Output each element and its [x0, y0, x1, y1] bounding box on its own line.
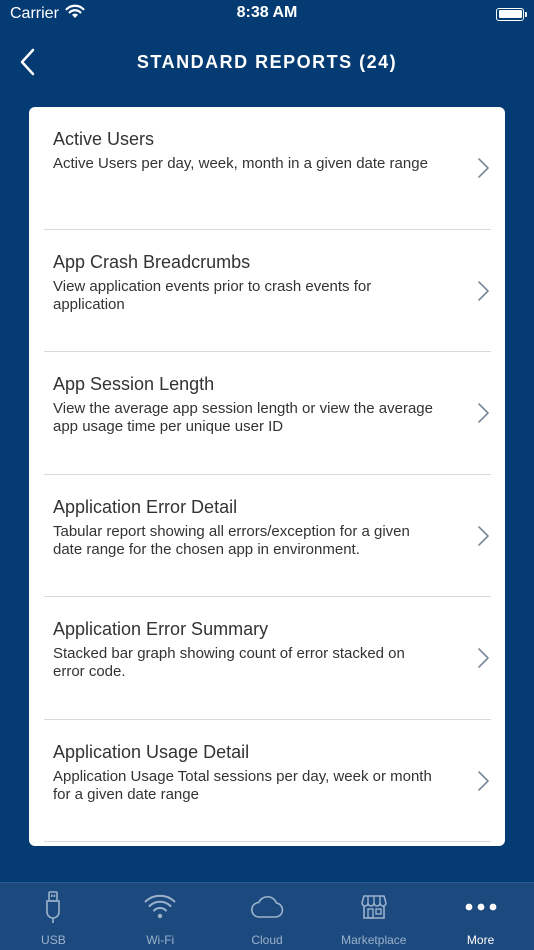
tab-bar [0, 882, 534, 950]
nav-bar [0, 40, 534, 84]
wifi-icon [142, 889, 178, 925]
report-description: Active Users per day, week, month in a given date range [53, 155, 428, 172]
chevron-right-icon [477, 647, 491, 669]
report-item-app-crash-breadcrumbs[interactable] [44, 230, 491, 353]
chevron-right-icon [477, 157, 491, 179]
tab-marketplace[interactable] [320, 883, 427, 950]
report-title: Application Error Summary [53, 619, 269, 639]
chevron-left-icon [19, 48, 35, 76]
report-item-application-error-summary[interactable] [44, 597, 491, 720]
report-title: App Crash Breadcrumbs [53, 251, 251, 272]
tab-wifi[interactable] [107, 883, 214, 950]
tab-label: Wi-Fi [146, 933, 175, 947]
carrier-label: Carrier [10, 5, 59, 22]
marketplace-icon [356, 889, 392, 925]
back-button[interactable] [12, 46, 42, 78]
chevron-right-icon [477, 770, 491, 792]
report-item-active-users[interactable] [44, 107, 491, 230]
tab-usb[interactable] [0, 883, 107, 950]
usb-icon [35, 889, 71, 925]
tab-label: USB [41, 933, 66, 947]
report-title: Application Usage Detail [53, 741, 250, 762]
more-icon [463, 889, 499, 925]
tab-label: Cloud [251, 933, 283, 947]
tab-label: More [466, 933, 495, 947]
report-title: Active Users [53, 129, 155, 149]
tab-cloud[interactable] [214, 883, 321, 950]
report-description: View application events prior to crash events for application [53, 277, 372, 313]
report-item-app-session-length[interactable] [44, 352, 491, 475]
report-title: App Session Length [53, 374, 215, 394]
tab-label: Marketplace [341, 933, 407, 947]
page-title: STANDARD REPORTS (24) [136, 51, 398, 72]
chevron-right-icon [477, 280, 491, 302]
report-description: Stacked bar graph showing count of error stacked on error code. [53, 645, 405, 680]
report-item-application-usage-detail[interactable] [44, 720, 491, 843]
status-time: 8:38 AM [236, 4, 298, 21]
report-description: Application Usage Total sessions per day, week or month for a given date range [53, 767, 432, 803]
tab-more[interactable] [427, 883, 534, 950]
chevron-right-icon [477, 525, 491, 547]
report-description: Tabular report showing all errors/exception for a given date range for the chosen app in environment. [53, 522, 410, 558]
report-title: Application Error Detail [53, 496, 238, 517]
reports-list [29, 107, 505, 846]
report-description: View the average app session length or view the average app usage time per unique user ID [53, 400, 433, 435]
chevron-right-icon [477, 402, 491, 424]
cloud-icon [249, 889, 285, 925]
report-item-application-error-detail[interactable] [44, 475, 491, 598]
